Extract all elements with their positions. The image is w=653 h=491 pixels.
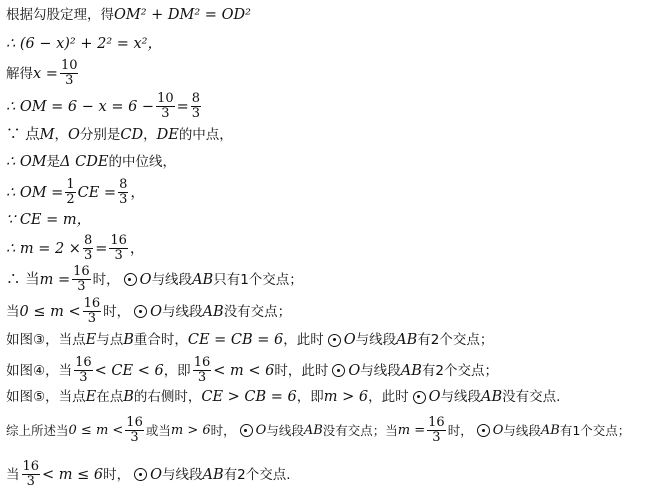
math: AB [202, 303, 224, 320]
numerator: 16 [73, 264, 90, 279]
text: 分别是 [79, 127, 121, 143]
fraction [74, 356, 93, 385]
numerator: 8 [191, 91, 201, 106]
fraction [156, 92, 175, 121]
denominator: 3 [77, 279, 86, 294]
math: OM² + DM² = OD² [114, 7, 251, 23]
fraction [83, 234, 93, 263]
circle-icon [124, 273, 137, 286]
line-15 [6, 416, 630, 445]
text: ，此时 [368, 389, 409, 405]
line-12 [6, 331, 493, 349]
math: O [139, 271, 152, 288]
math: ， [129, 240, 145, 257]
math: O [255, 422, 267, 438]
text: 与线段 [162, 303, 203, 320]
line-1 [6, 6, 251, 24]
text: 的中点， [178, 127, 233, 143]
line-13 [6, 356, 498, 385]
text: 与点 [96, 332, 124, 348]
fraction [65, 178, 75, 207]
math: E [85, 389, 97, 405]
text: 与线段 [151, 271, 193, 288]
numerator: 16 [110, 233, 127, 248]
text: 没有交点；当 [322, 422, 398, 438]
denominator: 2 [66, 192, 75, 207]
text: 如图⑤，当点 [6, 389, 86, 405]
math: CE = CB = 6 [187, 332, 284, 348]
fraction [22, 460, 41, 489]
math: ， [130, 184, 145, 201]
text: 的右侧时， [133, 389, 202, 405]
numerator: 16 [22, 459, 40, 474]
text: ， [143, 127, 157, 143]
text: 时， [103, 303, 131, 320]
fraction [60, 59, 79, 88]
math: AB [396, 332, 418, 348]
math: ∵ CE = m， [6, 212, 92, 228]
math: ∴ 当 [6, 271, 40, 288]
denominator: 3 [130, 430, 139, 445]
fraction [193, 356, 212, 385]
math: x = [33, 65, 58, 82]
numerator: 1 [66, 177, 75, 192]
text: 综上所述当 [6, 422, 69, 438]
circle-icon [332, 364, 345, 377]
numerator: 16 [75, 355, 92, 370]
math: CE > CB = 6 [201, 389, 297, 405]
line-3 [6, 59, 80, 88]
numerator: 8 [119, 177, 128, 192]
line-5 [6, 126, 233, 144]
denominator: 3 [26, 474, 35, 489]
text: 时， [447, 422, 473, 438]
line-16 [6, 460, 291, 489]
numerator: 10 [157, 91, 174, 106]
text: 时，此时 [274, 362, 329, 379]
text: 当 [6, 303, 20, 320]
text: 与线段 [266, 422, 304, 438]
text: 与线段 [162, 466, 203, 483]
math: ∴ m = 2 × [6, 240, 81, 257]
text: 时， [92, 271, 120, 288]
text: 如图③，当点 [6, 332, 86, 348]
text: ，即 [163, 362, 191, 379]
math: O [348, 362, 361, 379]
math: AB [202, 466, 224, 483]
line-4 [6, 92, 203, 121]
math: = [176, 98, 189, 115]
math: < m ≤ 6 [42, 466, 104, 483]
denominator: 3 [432, 430, 441, 445]
math: AB [400, 362, 422, 379]
circle-icon [134, 468, 147, 481]
text: 是 [46, 154, 61, 170]
text: 有2个交点. [223, 466, 291, 483]
denominator: 3 [65, 73, 74, 88]
math: < CE < 6 [94, 362, 164, 379]
text: 的中位线， [108, 154, 176, 170]
numerator: 16 [83, 296, 101, 311]
text: 时， [210, 422, 236, 438]
math: O [428, 389, 441, 405]
line-2 [6, 35, 162, 53]
math: ∵ 点 [6, 127, 40, 143]
math: AB [192, 271, 214, 288]
line-8 [6, 211, 91, 229]
denominator: 3 [114, 248, 123, 263]
text: 与线段 [503, 422, 541, 438]
text: 与线段 [360, 362, 401, 379]
circle-icon [328, 334, 341, 347]
circle-icon [240, 424, 253, 437]
text: 有2个交点； [417, 332, 494, 348]
numerator: 16 [126, 415, 143, 430]
numerator: 16 [428, 415, 445, 430]
text: 在点 [96, 389, 124, 405]
math: m = [397, 422, 426, 438]
math: ∴ OM = [6, 184, 64, 201]
numerator: 10 [60, 58, 78, 73]
math: O [492, 422, 504, 438]
fraction [72, 265, 91, 294]
denominator: 3 [87, 311, 97, 326]
math: O [343, 332, 356, 348]
math: AB [303, 422, 323, 438]
text: 没有交点. [502, 389, 561, 405]
line-7 [6, 178, 145, 207]
circle-icon [477, 424, 490, 437]
line-9 [6, 234, 144, 263]
line-14 [6, 388, 560, 406]
denominator: 3 [79, 370, 88, 385]
text: 与线段 [440, 389, 481, 405]
math: m > 6 [323, 389, 369, 405]
math: B [123, 332, 134, 348]
line-10 [6, 265, 303, 294]
math: < m < 6 [213, 362, 275, 379]
math: AB [480, 389, 503, 405]
fraction [427, 416, 446, 445]
text: 重合时， [133, 332, 188, 348]
math: O [150, 466, 163, 483]
math: ∴ (6 − x)² + 2² = x²， [6, 36, 162, 52]
math: Δ CDE [60, 154, 109, 170]
circle-icon [413, 391, 426, 404]
math: 0 ≤ m < [19, 303, 81, 320]
text: 解得 [6, 65, 33, 82]
fraction [118, 178, 128, 207]
text: 如图④，当 [6, 362, 73, 379]
numerator: 8 [83, 233, 93, 248]
text: ， [54, 127, 68, 143]
text: 或当 [145, 422, 171, 438]
text: 只有1个交点； [213, 271, 303, 288]
text: 有2个交点； [421, 362, 498, 379]
fraction [109, 234, 128, 263]
math: m > 6 [170, 422, 211, 438]
denominator: 3 [197, 370, 207, 385]
fraction [83, 297, 102, 326]
text: ，此时 [283, 332, 324, 348]
math: m = [39, 271, 71, 288]
line-6 [6, 153, 176, 171]
math: = [95, 240, 108, 257]
text: 与线段 [355, 332, 397, 348]
math: CE = [77, 184, 117, 201]
fraction [191, 92, 201, 121]
text: 有1个交点； [559, 422, 631, 438]
math: CD [120, 127, 144, 143]
text: 当 [6, 466, 20, 483]
math: O [150, 303, 163, 320]
math: B [123, 389, 134, 405]
math: O [67, 127, 80, 143]
circle-icon [134, 305, 147, 318]
math: ∴ OM [6, 154, 47, 170]
math: E [85, 332, 97, 348]
text: ，即 [296, 389, 324, 405]
math: AB [540, 422, 560, 438]
fraction [125, 416, 144, 445]
numerator: 16 [193, 355, 211, 370]
text: 根据勾股定理，得 [6, 7, 114, 23]
line-11 [6, 297, 291, 326]
math: DE [156, 127, 179, 143]
math: 0 ≤ m < [68, 422, 124, 438]
text: 没有交点； [223, 303, 292, 320]
denominator: 3 [161, 106, 170, 121]
denominator: 3 [191, 106, 201, 121]
math: ∴ OM = 6 − x = 6 − [6, 98, 155, 115]
denominator: 3 [119, 192, 128, 207]
math: M [39, 127, 55, 143]
denominator: 3 [83, 248, 93, 263]
text: 时， [103, 466, 131, 483]
